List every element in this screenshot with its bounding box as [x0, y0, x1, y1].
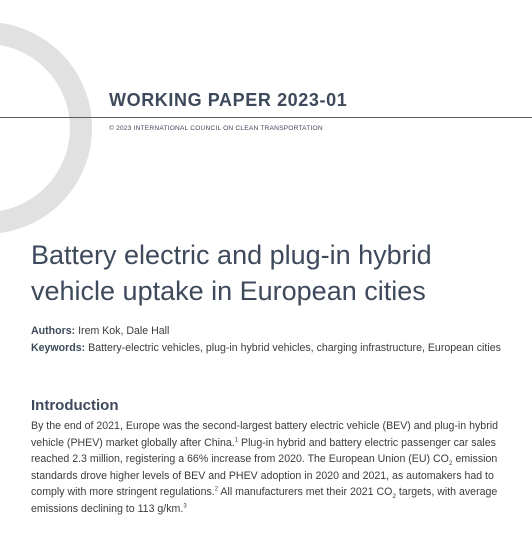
intro-text-part-3: emission standards drove higher levels of BEV and PHEV adoption in 2020 and 2021, as automakers had to comply with more stringent regulations.	[31, 453, 498, 498]
keywords-label: Keywords:	[31, 342, 86, 354]
intro-text-part-1: By the end of 2021, Europe was the second-largest battery electric vehicle (BEV) and plug-in hybrid vehicle (PHEV) market globally after China.	[31, 420, 498, 449]
intro-text-part-5: targets, with average emissions declining to 113 g/km.	[31, 486, 498, 515]
section-heading-introduction: Introduction	[31, 397, 119, 414]
authors-line	[31, 323, 511, 340]
intro-text-part-4: All manufacturers met their 2021 CO	[218, 486, 393, 498]
footnote-ref-1[interactable]: 1	[234, 436, 239, 443]
keywords-line	[31, 340, 511, 357]
subscript-2: 2	[392, 493, 396, 501]
paper-title: Battery electric and plug-in hybrid vehicle uptake in European cities	[31, 240, 432, 306]
copyright-line: © 2023 INTERNATIONAL COUNCIL ON CLEAN TRANSPORTATION	[109, 125, 323, 132]
keywords-list: Battery-electric vehicles, plug-in hybrid vehicles, charging infrastructure, European cities	[88, 342, 501, 354]
series-title: WORKING PAPER 2023-01	[109, 90, 348, 110]
subscript-2: 2	[448, 460, 453, 468]
intro-text-part-2: Plug-in hybrid and battery electric passenger car sales reached 2.3 million, registering a 66% increase from 2020. The European Union (EU) CO	[31, 436, 496, 465]
header-divider	[0, 117, 532, 118]
footnote-ref-2[interactable]: 2	[214, 486, 219, 493]
footnote-ref-3[interactable]: 3	[183, 502, 187, 509]
decorative-ring	[0, 22, 92, 234]
authors-names: Irem Kok, Dale Hall	[78, 325, 170, 337]
authors-label: Authors:	[31, 325, 76, 337]
introduction-paragraph	[31, 418, 506, 517]
